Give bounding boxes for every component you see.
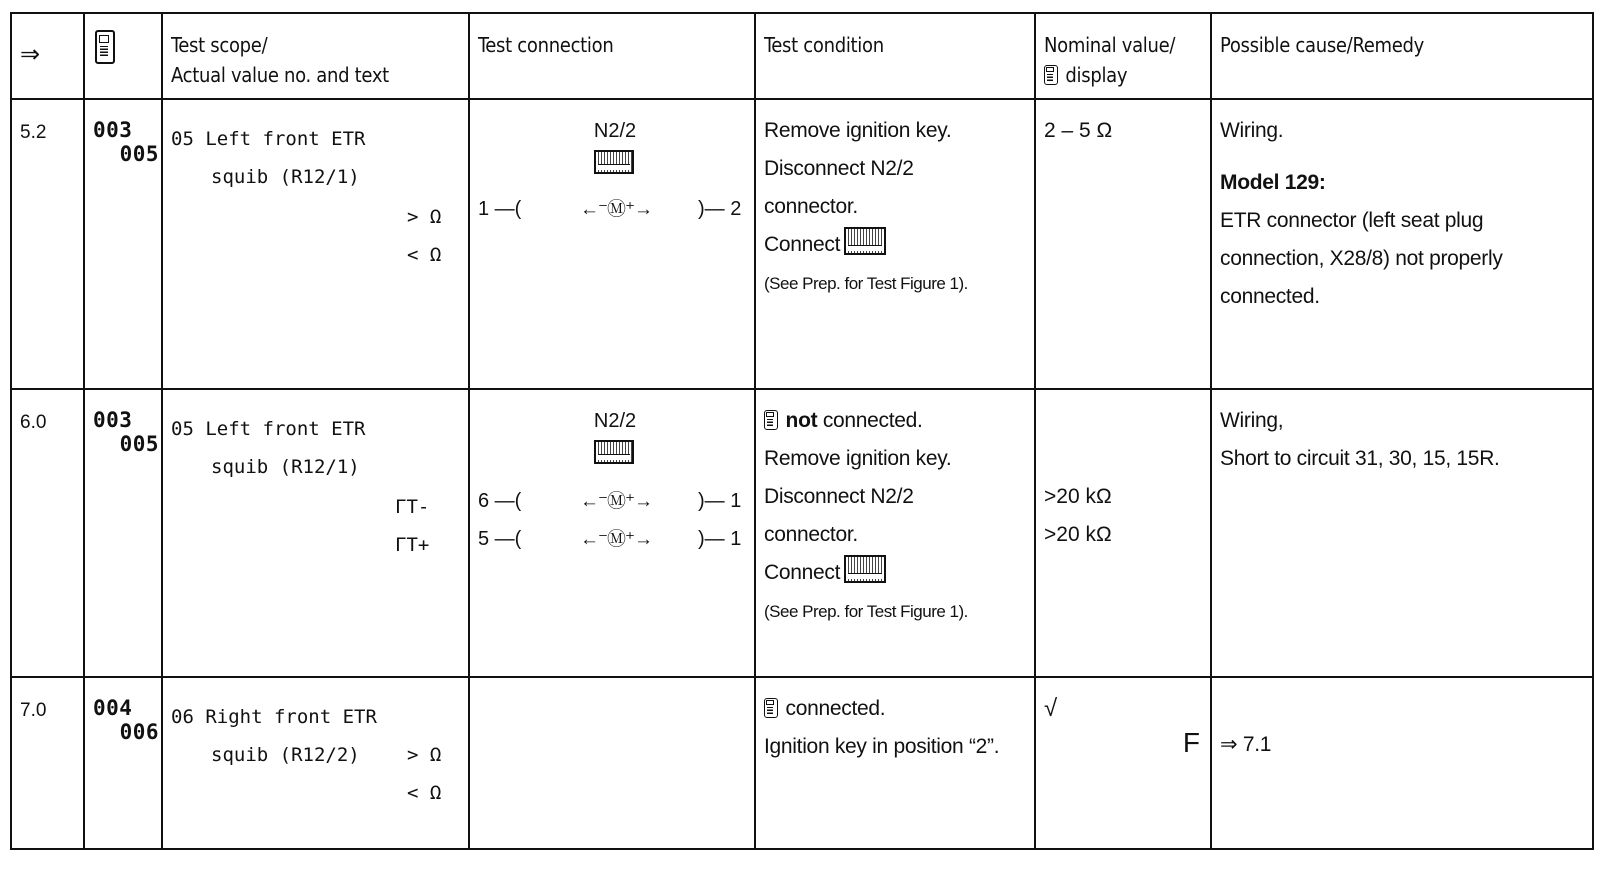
nominal-value — [1035, 677, 1211, 849]
header-arrow: ⇒ — [11, 13, 84, 99]
test-table — [10, 12, 1594, 850]
header-scope: Test scope/ Actual value no. and text — [162, 13, 469, 99]
test-connection: N2/2 6 —( ←⁻Ⓜ⁺→ )— 1 5 —( ←⁻Ⓜ⁺→ )— 1 — [469, 389, 755, 677]
tester-icon — [1044, 65, 1058, 85]
tester-icon — [95, 30, 115, 64]
test-table-sheet — [10, 12, 1592, 870]
possible-cause: ⇒ 7.1 — [1211, 677, 1593, 849]
possible-cause: Wiring, Short to circuit 31, 30, 15, 15R. — [1211, 389, 1593, 677]
step-number: 5.2 — [11, 99, 84, 389]
ohmmeter-icon: ←⁻Ⓜ⁺→ — [580, 491, 653, 512]
test-connection: N2/2 1 —( ←⁻Ⓜ⁺→ )— 2 — [469, 99, 755, 389]
keyboard-icon — [844, 227, 886, 255]
keyboard-icon — [594, 150, 634, 174]
table-row — [11, 389, 1593, 677]
checkmark: √ — [1044, 695, 1058, 722]
nominal-value: >20 kΩ >20 kΩ — [1035, 389, 1211, 677]
keyboard-icon — [594, 440, 634, 464]
test-scope: 05 Left front ETR squib (R12/1) > Ω < Ω — [162, 99, 469, 389]
table-row — [11, 99, 1593, 389]
header-remedy: Possible cause/Remedy — [1211, 13, 1593, 99]
keyboard-icon — [844, 555, 886, 583]
step-number: 7.0 — [11, 677, 84, 849]
header-nominal: Nominal value/ display — [1035, 13, 1211, 99]
header-connection: Test connection — [469, 13, 755, 99]
test-condition: not connected. Remove ignition key. Disconnect N2/2 connector. Connect (See Prep. for Test Figure 1). — [755, 389, 1035, 677]
ohmmeter-icon: ←⁻Ⓜ⁺→ — [580, 529, 653, 550]
test-condition: connected. Ignition key in position “2”. — [755, 677, 1035, 849]
value-codes: 003 005 — [84, 389, 162, 677]
tester-icon — [764, 410, 778, 430]
test-scope: 05 Left front ETR squib (R12/1) ГТ- ГТ+ — [162, 389, 469, 677]
display-f: F — [1182, 727, 1200, 758]
value-codes: 004 006 — [84, 677, 162, 849]
test-scope: 06 Right front ETR squib (R12/2) > Ω < Ω — [162, 677, 469, 849]
test-condition: Remove ignition key. Disconnect N2/2 connector. Connect (See Prep. for Test Figure 1). — [755, 99, 1035, 389]
header-condition: Test condition — [755, 13, 1035, 99]
possible-cause: Wiring. Model 129: ETR connector (left seat plug connection, X28/8) not properly connected. — [1211, 99, 1593, 389]
table-row — [11, 677, 1593, 849]
step-number: 6.0 — [11, 389, 84, 677]
table-header-row — [11, 13, 1593, 99]
header-tester — [84, 13, 162, 99]
tester-icon — [764, 698, 778, 718]
nominal-value: 2 – 5 Ω — [1035, 99, 1211, 389]
value-codes: 003 005 — [84, 99, 162, 389]
test-connection — [469, 677, 755, 849]
ohmmeter-icon: ←⁻Ⓜ⁺→ — [580, 199, 653, 220]
